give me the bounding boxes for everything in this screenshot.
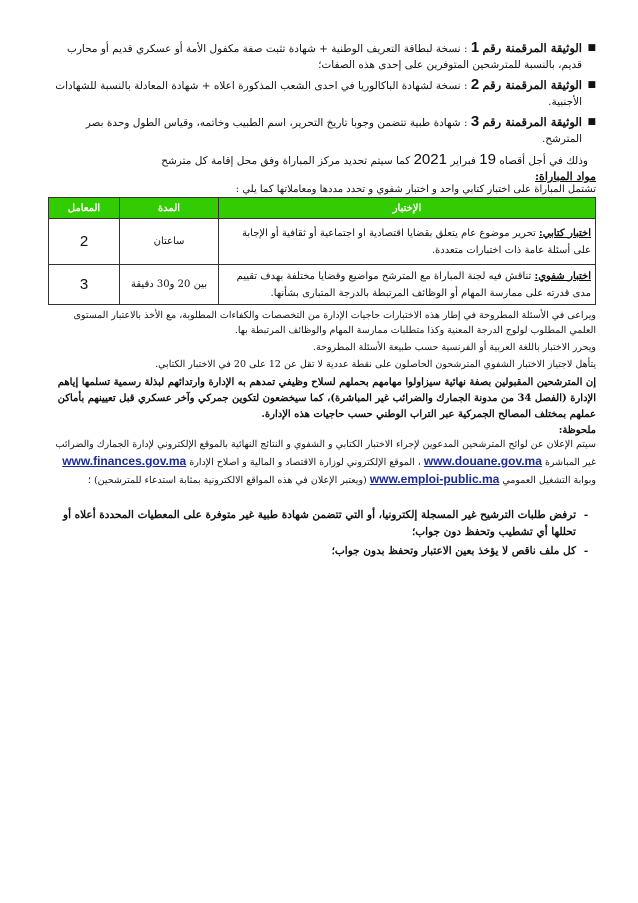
exam-coef: 3 [49, 265, 120, 305]
exam-table [48, 197, 596, 305]
paragraph-final-candidates: إن المترشحين المقبولين بصفة نهائية سيزاولوا مهامهم بحملهم لسلاح وظيفي تمدهم به الإدارة وارتدائهم لبذلة رسمية تسلمها إياهم الإدارة (الفصل 34 من مدونة الجمارك والضرائب غير المباشرة)، كما سيخضعون لتكوين جمركي وآخر عسكري قبل تعيينهم بأماكن عملهم بمختلف المصالح الجمركية عبر التراب الوطني حسب حاجيات هذه الإدارة. [57, 377, 596, 420]
document-text: : نسخة لبطاقة التعريف الوطنية + شهادة تثبت صفة مكفول الأمة أو عسكري قديم أو محارب قديم، بالنسبة للمترشحين المتوفرين على إحدى هذه الصفات؛ [66, 43, 582, 71]
header-duration: المدة [120, 198, 219, 219]
dash-bullet-icon: - [583, 545, 589, 557]
emploi-public-link[interactable]: www.emploi-public.ma [369, 472, 500, 486]
exam-text: تناقش فيه لجنة المباراة مع المترشح مواضيع وقضايا مختلفة بهدف تقييم مدى قدرته على ممارسة المهام أو الوظائف المرتبطة بالدرجة المتبارى بشأنها. [236, 270, 591, 299]
exam-coef: 2 [49, 219, 120, 265]
note-title: ملحوظة: [558, 425, 596, 436]
paragraph-oral-eligibility: يتأهل لاجتياز الاختبار الشفوي المترشحون الحاصلون على نقطة عددية لا تقل عن 12 على 20 في الاختبار الكتابي. [155, 359, 596, 370]
list-item-text: ترفض طلبات الترشيح غير المسجلة إلكترونيا، أو التي تتضمن شهادة طبية غير متوفرة على المعطيات المحددة أعلاه أو تحللها أي تشطيب وتحفظ دون جواب؛ [63, 509, 576, 538]
document-label: الوثيقة المرقمنة رقم [482, 115, 582, 129]
dash-bullet-icon: - [583, 509, 589, 521]
exam-text: تحرير موضوع عام يتعلق بقضايا اقتصادية او اجتماعية أو ثقافية أو الإجابة على أسئلة عامة ذات اختبارات متعددة. [242, 227, 591, 256]
document-item [48, 114, 596, 147]
document-label: الوثيقة المرقمنة رقم [482, 78, 582, 92]
table-intro: تشتمل المباراة على اختبار كتابي واحد و اختبار شفوي و تحدد مددها ومعاملاتها كما يلي : [235, 184, 596, 195]
document-number: 3 [470, 113, 480, 130]
deadline-month: فبراير [450, 155, 476, 167]
exam-description [219, 219, 596, 265]
exam-label: اختبار كتابي: [539, 227, 591, 239]
list-item [48, 543, 596, 560]
deadline-paragraph: وذلك في أجل أقصاه 19 فبراير 2021 كما سيتم تحديد مركز المباراة وفق محل إقامة كل مترشح [161, 151, 588, 168]
exam-description [219, 265, 596, 305]
square-bullet-icon: ■ [587, 80, 596, 90]
document-page [48, 40, 596, 562]
header-exam: الإختبار [219, 198, 596, 219]
note-paragraph: سيتم الإعلان عن لوائح المترشحين المدعوين لإجراء الاختبار الكتابي و الشفوي و النتائج النهائية بالموقع الإلكتروني لإدارة الجمارك والضرائب غير المباشرة www.douane.gov.ma ، الموقع الإلكتروني لوزارة الاقتصاد و المالية و اصلاح الإدارة www.finances.gov.ma وبوابة التشغيل العمومي www.emploi-public.ma (ويعتبر الإعلان في هذه المواقع الالكترونية بمثابة استدعاء للمترشحين) ؛ [55, 439, 596, 486]
square-bullet-icon: ■ [587, 117, 596, 127]
deadline-day: 19 [479, 151, 496, 168]
table-row [49, 219, 596, 265]
document-label: الوثيقة المرقمنة رقم [482, 41, 582, 55]
douane-link[interactable]: www.douane.gov.ma [423, 454, 542, 468]
section-heading: مواد المباراة: [535, 170, 596, 183]
document-item [48, 77, 596, 110]
finances-link[interactable]: www.finances.gov.ma [62, 454, 187, 468]
document-item [48, 40, 596, 73]
list-item-text: كل ملف ناقص لا يؤخذ بعين الاعتبار وتحفظ بدون جواب؛ [331, 545, 576, 557]
exam-duration: بين 20 و30 دقيقة [120, 265, 219, 305]
table-header-row [49, 198, 596, 219]
exam-label: اختبار شفوي: [534, 270, 591, 282]
paragraph-language: ويحرر الاختبار باللغة العربية أو الفرنسية حسب طبيعة الأسئلة المطروحة. [312, 342, 596, 353]
deadline-year: 2021 [413, 151, 447, 168]
document-number: 2 [470, 76, 480, 93]
document-text: : نسخة لشهادة الباكالوريا في احدى الشعب المذكورة اعلاه + شهادة المعادلة بالنسبة للشهادات الأجنبية. [55, 80, 582, 108]
square-bullet-icon: ■ [587, 43, 596, 53]
exam-duration: ساعتان [120, 219, 219, 265]
document-number: 1 [470, 39, 480, 56]
list-item [48, 507, 596, 541]
table-row [49, 265, 596, 305]
paragraph-requirements: ويراعى في الأسئلة المطروحة في إطار هذه الاختبارات حاجيات الإدارة من التخصصات والكفاءات المطلوبة، مع الأخذ بالاعتبار المستوى العلمي المطلوب لولوج الدرجة المعنية وكذا متطلبات ممارسة المهام والوظائف المرتبطة بها. [73, 310, 596, 336]
header-coef: المعامل [49, 198, 120, 219]
document-text: : شهادة طبية تتضمن وجوبا تاريخ التحرير، اسم الطبيب وخاتمه، وقياس الطول وحدة بصر المترشح. [85, 117, 582, 145]
